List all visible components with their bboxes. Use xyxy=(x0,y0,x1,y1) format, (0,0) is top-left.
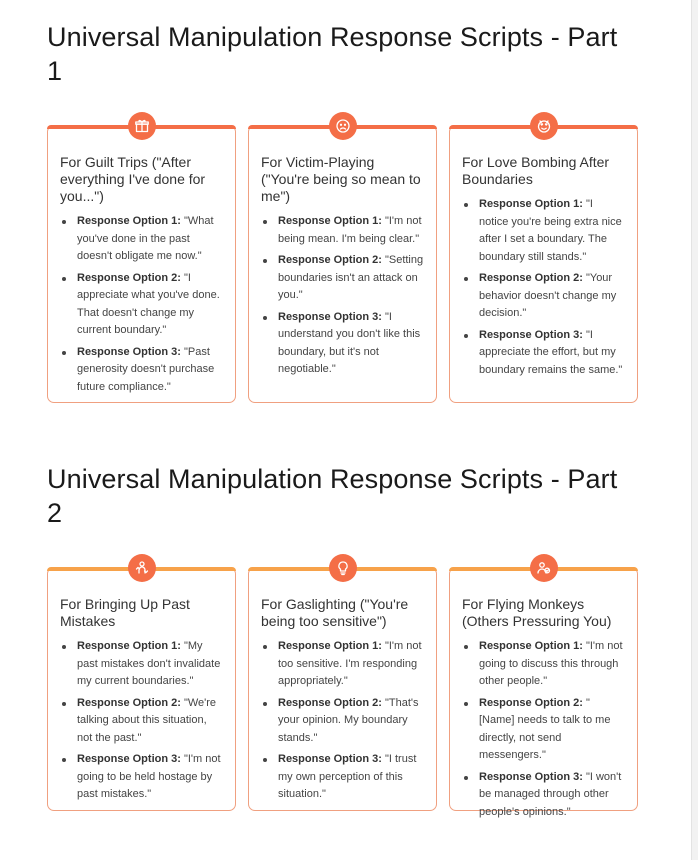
sad-face-icon xyxy=(329,112,357,140)
list-item: Response Option 3: "I won't be managed through other people's opinions." xyxy=(479,769,625,822)
card-past-mistakes xyxy=(47,567,236,811)
list-item: Response Option 1: "I'm not being mean. I'm being clear." xyxy=(278,213,424,248)
list-item: Response Option 1: "My past mistakes don't invalidate my current boundaries." xyxy=(77,638,223,691)
list-item: Response Option 3: "I'm not going to be held hostage by past mistakes." xyxy=(77,751,223,804)
response-list xyxy=(450,638,637,821)
lightbulb-icon xyxy=(329,554,357,582)
card-title: For Bringing Up Past Mistakes xyxy=(60,596,190,629)
response-list xyxy=(249,213,436,379)
card-victim-playing xyxy=(248,125,437,403)
section-title: Universal Manipulation Response Scripts - Part 1 xyxy=(47,22,618,86)
card-love-bombing xyxy=(449,125,638,403)
response-list xyxy=(450,196,637,379)
card-guilt-trips xyxy=(47,125,236,403)
list-item: Response Option 1: "I'm not too sensitive. I'm responding appropriately." xyxy=(278,638,424,691)
card-gaslighting xyxy=(248,567,437,811)
list-item: Response Option 2: "I appreciate what you've done. That doesn't change my current boundary." xyxy=(77,270,223,340)
list-item: Response Option 1: "I notice you're being extra nice after I set a boundary. The boundary still stands." xyxy=(479,196,625,266)
user-group-icon xyxy=(530,554,558,582)
list-item: Response Option 2: "Your behavior doesn't change my decision." xyxy=(479,270,625,323)
list-item: Response Option 1: "I'm not going to discuss this through other people." xyxy=(479,638,625,691)
card-title: For Flying Monkeys (Others Pressuring You) xyxy=(462,596,612,629)
list-item: Response Option 2: "Setting boundaries isn't an attack on you." xyxy=(278,252,424,305)
gift-icon xyxy=(128,112,156,140)
list-item: Response Option 3: "I understand you don't like this boundary, but it's not negotiable." xyxy=(278,309,424,379)
list-item: Response Option 3: "I appreciate the effort, but my boundary remains the same." xyxy=(479,327,625,380)
card-flying-monkeys xyxy=(449,567,638,818)
heart-eyes-icon xyxy=(530,112,558,140)
response-list xyxy=(48,638,235,804)
history-icon xyxy=(128,554,156,582)
list-item: Response Option 2: "We're talking about this situation, not the past." xyxy=(77,695,223,748)
list-item: Response Option 3: "I trust my own perception of this situation." xyxy=(278,751,424,804)
list-item: Response Option 3: "Past generosity doesn't purchase future compliance." xyxy=(77,344,223,397)
card-title: For Gaslighting ("You're being too sensitive") xyxy=(261,596,409,629)
card-title: For Love Bombing After Boundaries xyxy=(462,154,610,187)
card-title: For Victim-Playing ("You're being so mean to me") xyxy=(261,154,421,204)
list-item: Response Option 2: "[Name] needs to talk to me directly, not send messengers." xyxy=(479,695,625,765)
list-item: Response Option 2: "That's your opinion. My boundary stands." xyxy=(278,695,424,748)
scroll-edge xyxy=(691,0,698,860)
section-part-2 xyxy=(47,462,647,818)
response-list xyxy=(249,638,436,804)
section-part-1 xyxy=(47,20,647,393)
card-title: For Guilt Trips ("After everything I've done for you...") xyxy=(60,154,206,204)
response-list xyxy=(48,213,235,396)
section-title: Universal Manipulation Response Scripts - Part 2 xyxy=(47,464,618,528)
list-item: Response Option 1: "What you've done in the past doesn't obligate me now." xyxy=(77,213,223,266)
